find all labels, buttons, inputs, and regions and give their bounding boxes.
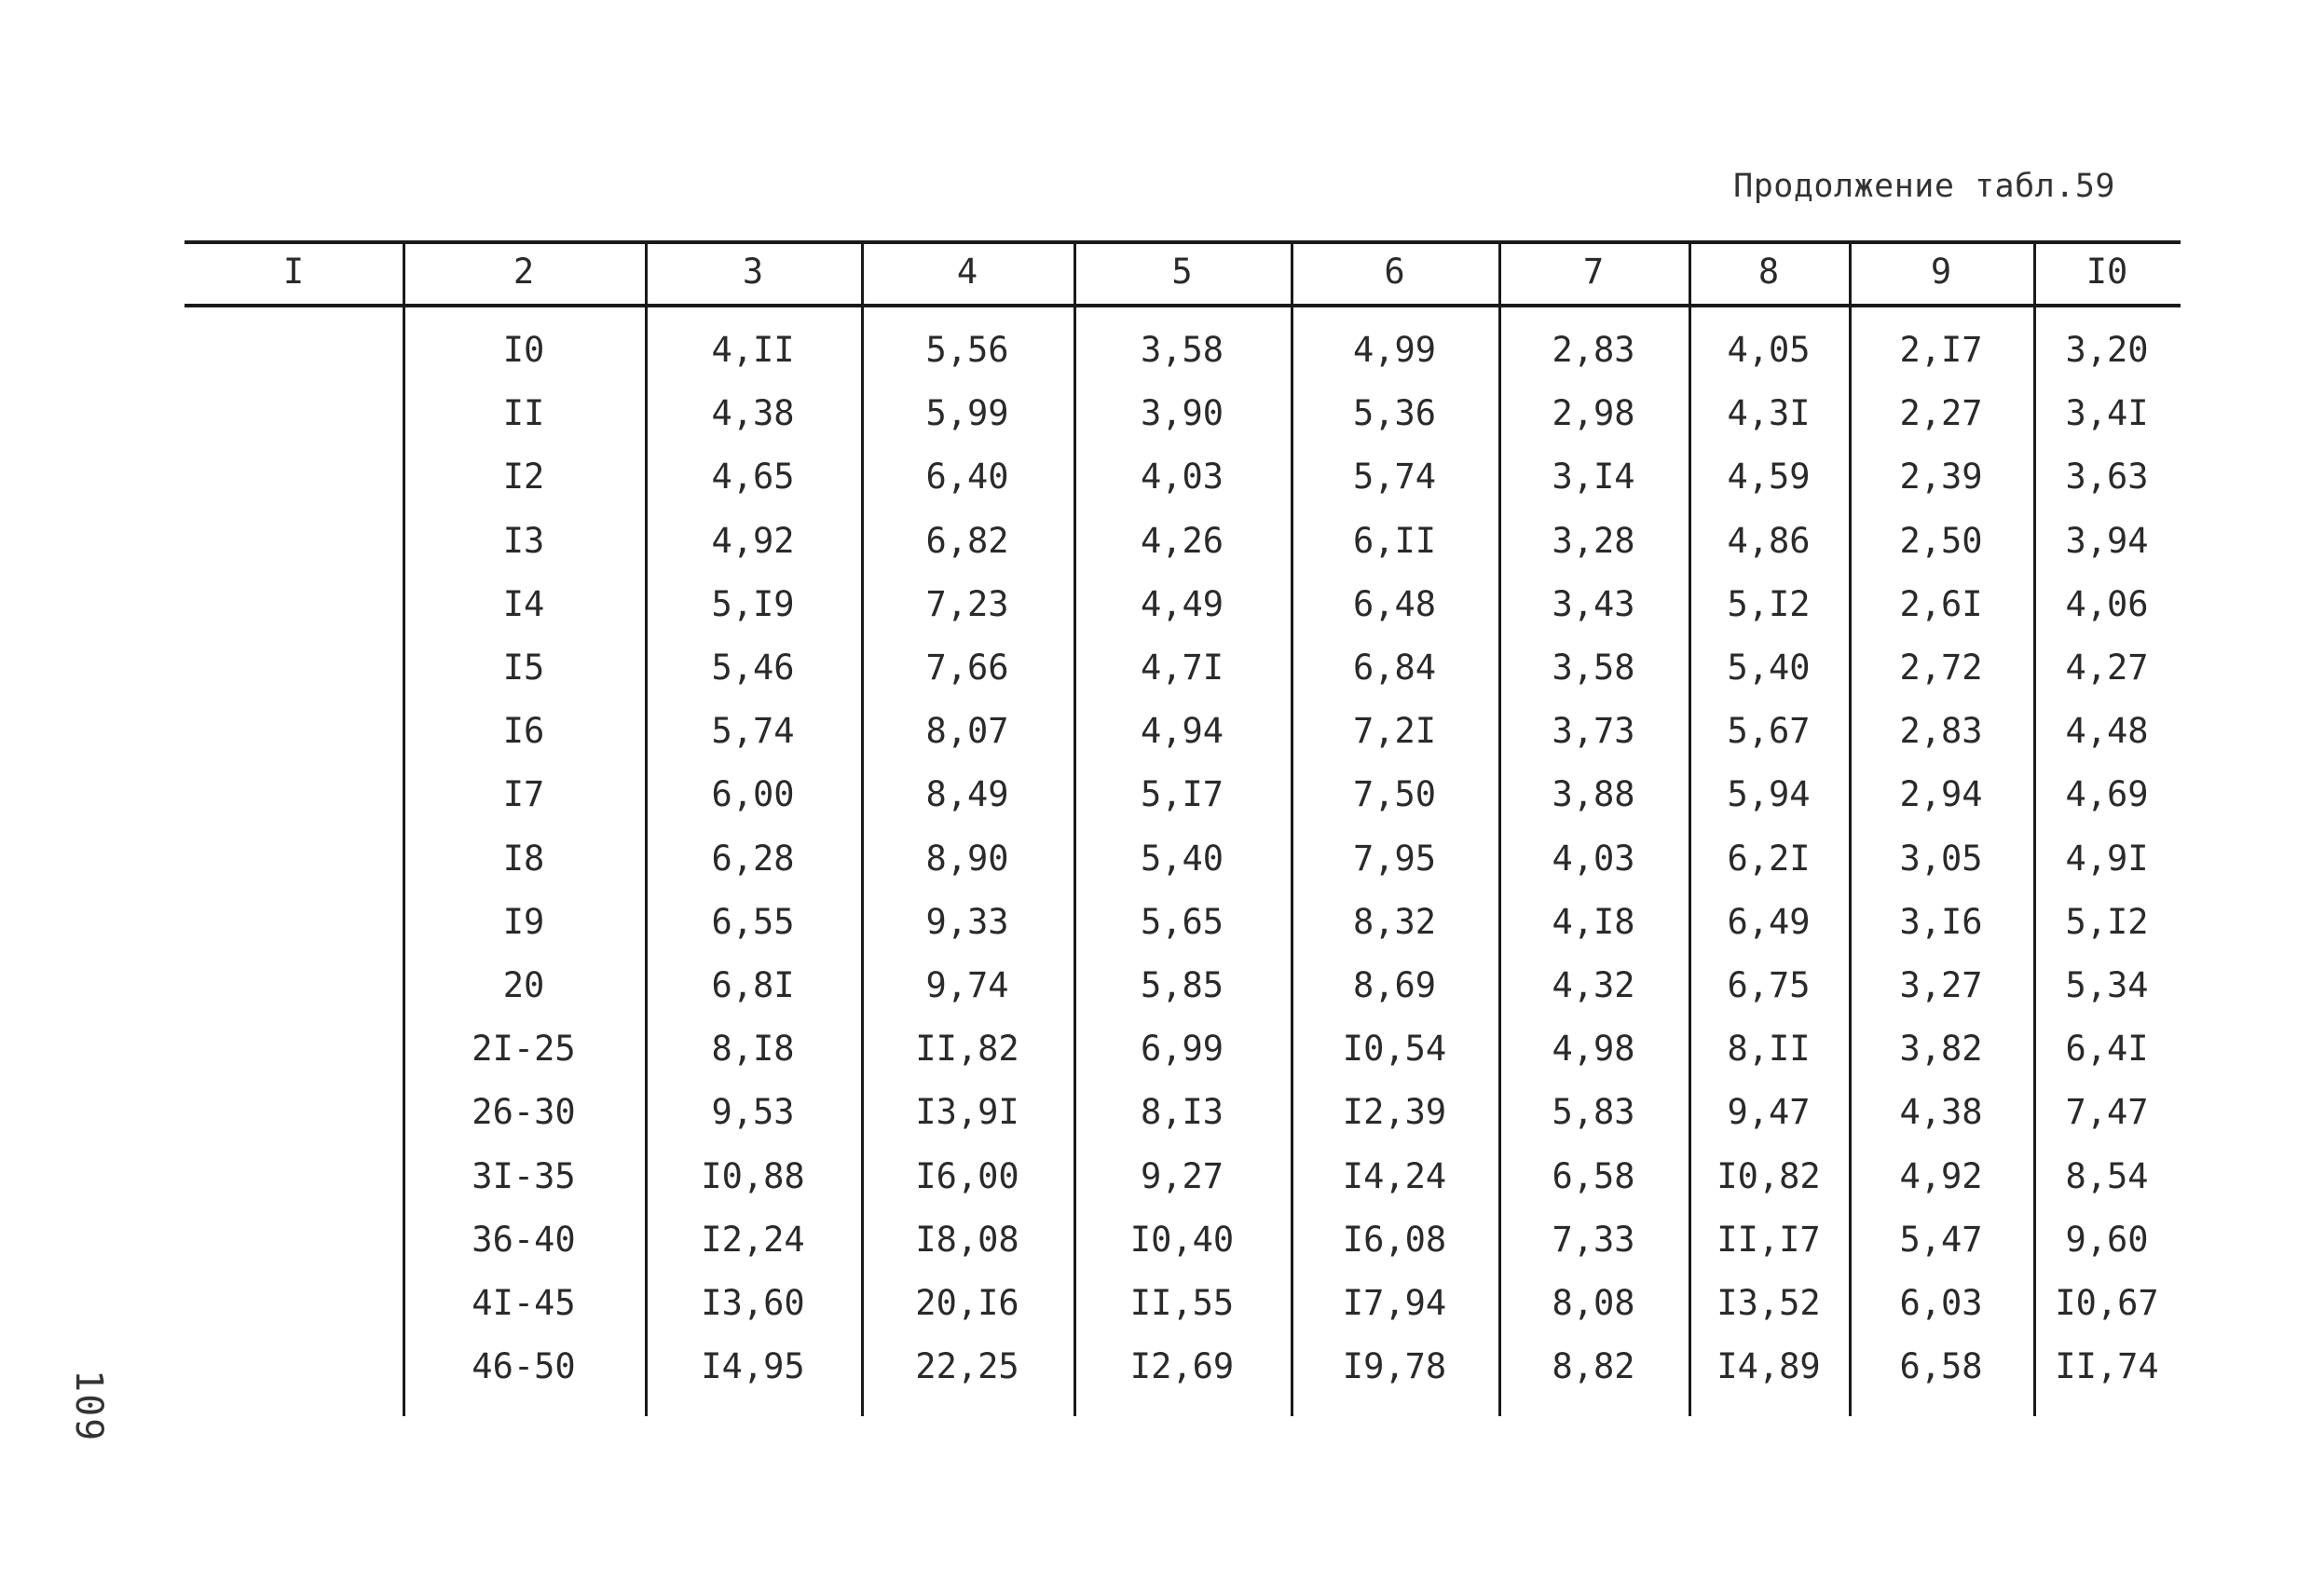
table-cell: 6,48 bbox=[1352, 583, 1437, 624]
row-label-cell: 36-40 bbox=[472, 1219, 576, 1260]
table-cell: 4,49 bbox=[1140, 583, 1224, 624]
table-cell: 9,53 bbox=[711, 1092, 795, 1133]
table-cell: 8,90 bbox=[925, 838, 1009, 879]
table-cell: 9,33 bbox=[925, 901, 1009, 942]
table-cell: 6,4I bbox=[2065, 1029, 2149, 1070]
table-cell: 5,I2 bbox=[1727, 583, 1811, 624]
table-cell: 5,99 bbox=[925, 393, 1009, 434]
table-cell: 7,23 bbox=[925, 583, 1009, 624]
column-header: I0 bbox=[2085, 252, 2128, 292]
table-cell: 3,05 bbox=[1899, 838, 1983, 879]
table-cell: 6,2I bbox=[1727, 838, 1811, 879]
table-cell: 9,60 bbox=[2065, 1219, 2149, 1260]
table-cell: 3,82 bbox=[1899, 1029, 1983, 1070]
table-cell: 7,2I bbox=[1352, 711, 1437, 752]
table-cell: 5,85 bbox=[1140, 965, 1224, 1005]
table-cell: I3,52 bbox=[1716, 1283, 1821, 1323]
table-cell: I3,9I bbox=[915, 1092, 1019, 1133]
table-cell: II,I7 bbox=[1716, 1219, 1821, 1260]
table-cell: 4,94 bbox=[1140, 711, 1224, 752]
table-cell: I4,24 bbox=[1342, 1155, 1447, 1196]
table-cell: 5,46 bbox=[711, 648, 795, 688]
table-cell: 2,83 bbox=[1899, 711, 1983, 752]
table-cell: 6,55 bbox=[711, 901, 795, 942]
row-label-cell: I7 bbox=[502, 774, 545, 815]
table-cell: 8,82 bbox=[1552, 1346, 1635, 1387]
table-header-rule bbox=[185, 304, 2181, 307]
table-cell: 5,83 bbox=[1552, 1092, 1635, 1133]
table-cell: I8,08 bbox=[915, 1219, 1019, 1260]
table-cell: 6,84 bbox=[1352, 648, 1437, 688]
table-cell: II,82 bbox=[915, 1029, 1019, 1070]
table-cell: 4,59 bbox=[1727, 457, 1811, 498]
table-cell: 8,07 bbox=[925, 711, 1009, 752]
table-cell: 2,27 bbox=[1899, 393, 1983, 434]
row-label-cell: I3 bbox=[502, 520, 545, 561]
table-caption: Продолжение табл.59 bbox=[1733, 168, 2115, 205]
table-cell: I0,54 bbox=[1342, 1029, 1447, 1070]
table-cell: 6,II bbox=[1352, 520, 1437, 561]
table-cell: 5,I2 bbox=[2065, 901, 2149, 942]
table-cell: 6,28 bbox=[711, 838, 795, 879]
table-cell: 5,47 bbox=[1899, 1219, 1983, 1260]
row-label-cell: II bbox=[502, 393, 545, 434]
table-cell: 4,99 bbox=[1352, 330, 1437, 370]
row-label-cell: 3I-35 bbox=[472, 1155, 576, 1196]
table-cell: 2,6I bbox=[1899, 583, 1983, 624]
table-cell: 5,40 bbox=[1727, 648, 1811, 688]
table-cell: 5,65 bbox=[1140, 901, 1224, 942]
table-cell: 4,26 bbox=[1140, 520, 1224, 561]
row-label-cell: 46-50 bbox=[472, 1346, 576, 1387]
table-cell: 9,27 bbox=[1140, 1155, 1224, 1196]
table-cell: 7,33 bbox=[1552, 1219, 1635, 1260]
table-cell: 8,I8 bbox=[711, 1029, 795, 1070]
table-cell: 3,88 bbox=[1552, 774, 1635, 815]
table-cell: I6,00 bbox=[915, 1155, 1019, 1196]
table-cell: 3,I6 bbox=[1899, 901, 1983, 942]
table-cell: 6,8I bbox=[711, 965, 795, 1005]
table-cell: I0,88 bbox=[701, 1155, 805, 1196]
row-label-cell: 4I-45 bbox=[472, 1283, 576, 1323]
table-cell: 3,90 bbox=[1140, 393, 1224, 434]
table-cell: 5,40 bbox=[1140, 838, 1224, 879]
table-cell: 3,58 bbox=[1552, 648, 1635, 688]
table-cell: I2,24 bbox=[701, 1219, 805, 1260]
table-cell: 3,73 bbox=[1552, 711, 1635, 752]
table-cell: 4,48 bbox=[2065, 711, 2149, 752]
table-cell: 8,49 bbox=[925, 774, 1009, 815]
table-cell: I4,89 bbox=[1716, 1346, 1821, 1387]
row-label-cell: 2I-25 bbox=[472, 1029, 576, 1070]
table-cell: 5,I9 bbox=[711, 583, 795, 624]
table-cell: 6,49 bbox=[1727, 901, 1811, 942]
table-top-rule bbox=[185, 240, 2181, 244]
table-cell: 9,47 bbox=[1727, 1092, 1811, 1133]
table-cell: 4,II bbox=[711, 330, 795, 370]
table-cell: 4,03 bbox=[1140, 457, 1224, 498]
table-cell: I0,67 bbox=[2055, 1283, 2159, 1323]
table-cell: 5,36 bbox=[1352, 393, 1437, 434]
column-header: 3 bbox=[742, 252, 764, 292]
table-cell: 2,83 bbox=[1552, 330, 1635, 370]
table-cell: I0,82 bbox=[1716, 1155, 1821, 1196]
table-cell: II,55 bbox=[1129, 1283, 1235, 1323]
table-cell: 4,32 bbox=[1552, 965, 1635, 1005]
column-header: 4 bbox=[956, 252, 978, 292]
table-cell: 4,9I bbox=[2065, 838, 2149, 879]
table-cell: 8,32 bbox=[1352, 901, 1437, 942]
table-cell: 2,94 bbox=[1899, 774, 1983, 815]
table-cell: 4,38 bbox=[1899, 1092, 1983, 1133]
table-cell: 4,I8 bbox=[1552, 901, 1635, 942]
table-cell: 7,47 bbox=[2065, 1092, 2149, 1133]
table-cell: 2,98 bbox=[1552, 393, 1635, 434]
table-cell: 3,27 bbox=[1899, 965, 1983, 1005]
table-cell: 6,40 bbox=[925, 457, 1009, 498]
column-header: 6 bbox=[1384, 252, 1405, 292]
table-cell: 22,25 bbox=[915, 1346, 1019, 1387]
table-cell: 3,63 bbox=[2065, 457, 2149, 498]
table-cell: 8,08 bbox=[1552, 1283, 1635, 1323]
column-header: 5 bbox=[1171, 252, 1193, 292]
table-cell: 4,92 bbox=[1899, 1155, 1983, 1196]
table-cell: 4,05 bbox=[1727, 330, 1811, 370]
table-cell: 3,43 bbox=[1552, 583, 1635, 624]
table-cell: 6,58 bbox=[1899, 1346, 1983, 1387]
data-table bbox=[185, 240, 2181, 1416]
row-label-cell: I8 bbox=[502, 838, 545, 879]
table-cell: I2,39 bbox=[1342, 1092, 1447, 1133]
row-label-cell: I2 bbox=[502, 457, 545, 498]
table-cell: 2,50 bbox=[1899, 520, 1983, 561]
column-header: 7 bbox=[1582, 252, 1605, 292]
table-cell: 5,74 bbox=[711, 711, 795, 752]
table-cell: 4,3I bbox=[1727, 393, 1811, 434]
table-cell: 6,99 bbox=[1140, 1029, 1224, 1070]
column-header: 8 bbox=[1757, 252, 1780, 292]
table-cell: 4,06 bbox=[2065, 583, 2149, 624]
column-header: I bbox=[282, 252, 305, 292]
table-cell: 2,72 bbox=[1899, 648, 1983, 688]
column-header: 9 bbox=[1930, 252, 1952, 292]
row-label-cell: 26-30 bbox=[472, 1092, 576, 1133]
table-cell: 3,94 bbox=[2065, 520, 2149, 561]
row-label-cell: I5 bbox=[502, 648, 545, 688]
column-header: 2 bbox=[513, 252, 535, 292]
table-cell: I0,40 bbox=[1129, 1219, 1235, 1260]
table-cell: 5,I7 bbox=[1140, 774, 1224, 815]
table-cell: 2,39 bbox=[1899, 457, 1983, 498]
table-cell: I7,94 bbox=[1342, 1283, 1447, 1323]
table-cell: 6,03 bbox=[1899, 1283, 1983, 1323]
table-cell: 7,95 bbox=[1352, 838, 1437, 879]
table-cell: 4,03 bbox=[1552, 838, 1635, 879]
table-cell: I6,08 bbox=[1342, 1219, 1447, 1260]
table-cell: 4,69 bbox=[2065, 774, 2149, 815]
table-cell: 6,82 bbox=[925, 520, 1009, 561]
table-cell: 4,38 bbox=[711, 393, 795, 434]
row-label-cell: I4 bbox=[502, 583, 545, 624]
table-cell: 5,34 bbox=[2065, 965, 2149, 1005]
table-cell: 4,92 bbox=[711, 520, 795, 561]
row-label-cell: I9 bbox=[502, 901, 545, 942]
table-cell: 4,27 bbox=[2065, 648, 2149, 688]
table-cell: 3,28 bbox=[1552, 520, 1635, 561]
table-cell: I4,95 bbox=[701, 1346, 805, 1387]
table-cell: 2,I7 bbox=[1899, 330, 1983, 370]
table-cell: I3,60 bbox=[701, 1283, 805, 1323]
page-number: 109 bbox=[67, 1370, 110, 1443]
table-cell: 5,67 bbox=[1727, 711, 1811, 752]
row-label-cell: I6 bbox=[502, 711, 545, 752]
table-cell: II,74 bbox=[2055, 1346, 2159, 1387]
table-cell: 5,94 bbox=[1727, 774, 1811, 815]
table-cell: I2,69 bbox=[1129, 1346, 1235, 1387]
table-cell: 3,20 bbox=[2065, 330, 2149, 370]
table-cell: 6,58 bbox=[1552, 1155, 1635, 1196]
row-label-cell: I0 bbox=[502, 330, 545, 370]
table-cell: 4,98 bbox=[1552, 1029, 1635, 1070]
table-cell: 20,I6 bbox=[915, 1283, 1019, 1323]
table-cell: 3,58 bbox=[1140, 330, 1224, 370]
table-cell: 4,65 bbox=[711, 457, 795, 498]
table-cell: I9,78 bbox=[1342, 1346, 1447, 1387]
table-cell: 5,56 bbox=[925, 330, 1009, 370]
table-cell: 9,74 bbox=[925, 965, 1009, 1005]
table-cell: 6,75 bbox=[1727, 965, 1811, 1005]
table-cell: 7,50 bbox=[1352, 774, 1437, 815]
table-cell: 8,I3 bbox=[1140, 1092, 1224, 1133]
table-cell: 3,I4 bbox=[1552, 457, 1635, 498]
row-label-cell: 20 bbox=[502, 965, 545, 1005]
table-cell: 5,74 bbox=[1352, 457, 1437, 498]
table-cell: 8,54 bbox=[2065, 1155, 2149, 1196]
table-cell: 3,4I bbox=[2065, 393, 2149, 434]
table-cell: 8,II bbox=[1727, 1029, 1811, 1070]
table-cell: 4,7I bbox=[1140, 648, 1224, 688]
table-cell: 6,00 bbox=[711, 774, 795, 815]
table-cell: 8,69 bbox=[1352, 965, 1437, 1005]
table-cell: 7,66 bbox=[925, 648, 1009, 688]
table-cell: 4,86 bbox=[1727, 520, 1811, 561]
